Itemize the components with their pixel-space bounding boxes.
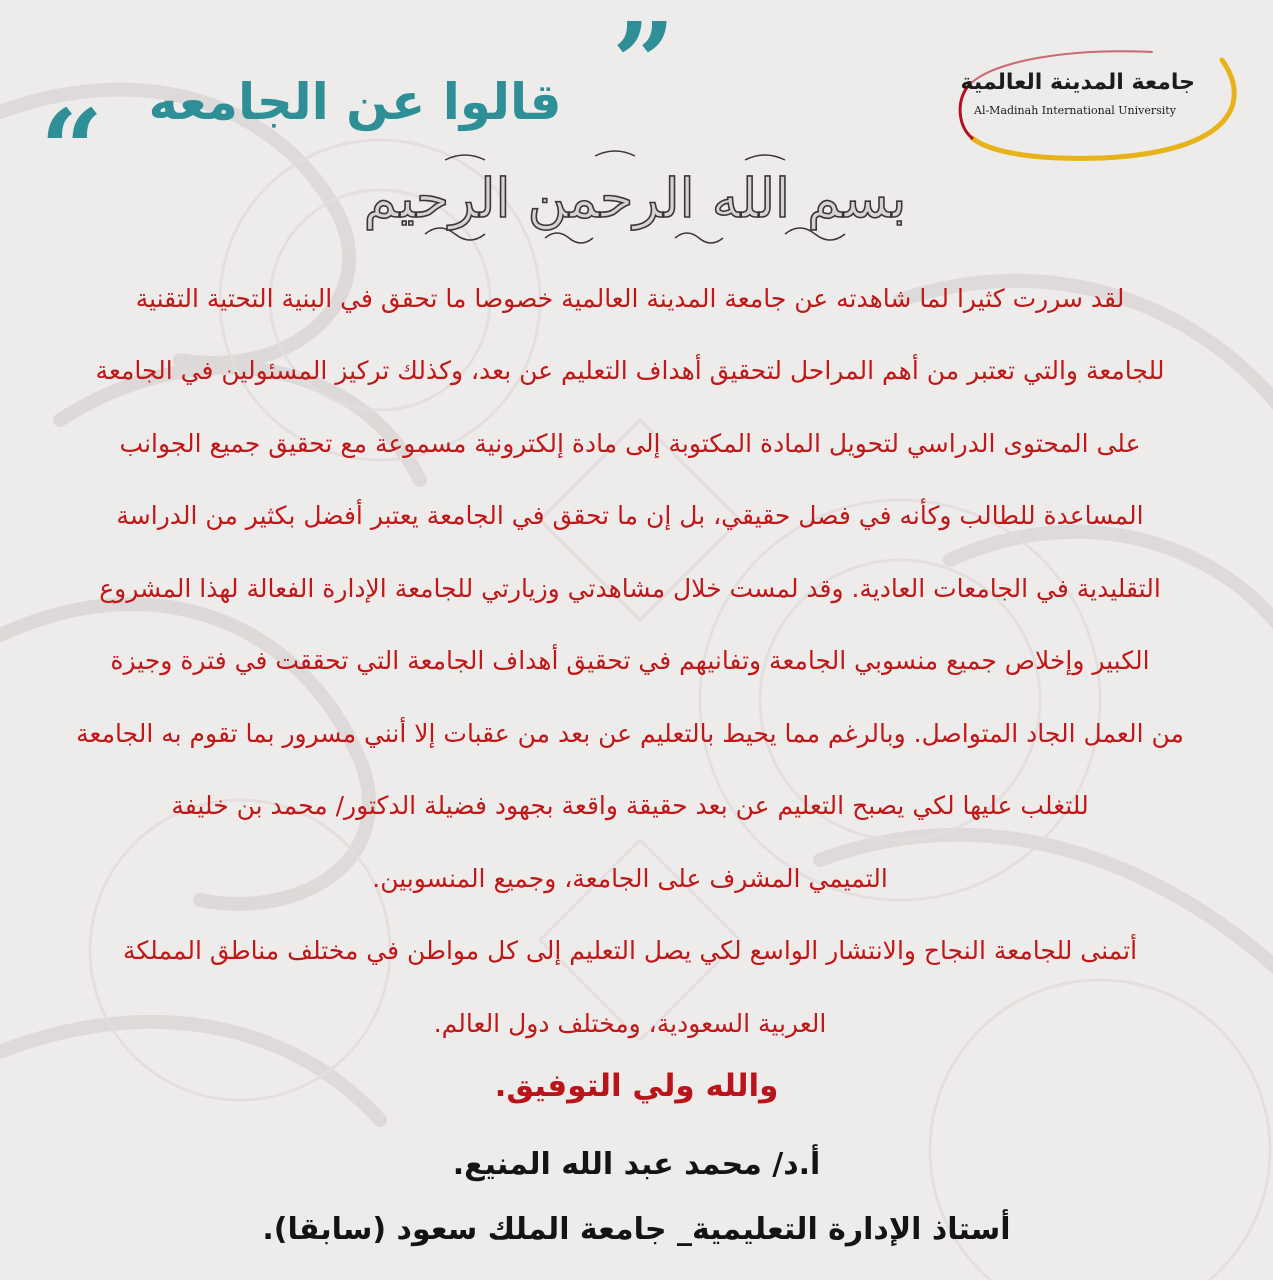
body-line: العربية السعودية، ومختلف دول العالم. [433, 1008, 827, 1038]
body-line: على المحتوى الدراسي لتحويل المادة المكتوبة إلى مادة إلكترونية مسموعة مع تحقيق جميع الجوانب [119, 428, 1141, 458]
page-title-text: قالوا عن الجامعه [148, 73, 562, 131]
closing-phrase: والله ولي التوفيق. [494, 1068, 779, 1104]
basmala-text: بسم الله الرحمن الرحيم [363, 167, 907, 230]
author-signature: أ.د/ محمد عبد الله المنيع. [452, 1147, 821, 1182]
logo-name-arabic: جامعة المدينة العالمية [960, 70, 1195, 95]
body-line: أتمنى للجامعة النجاح والانتشار الواسع لكي يصل التعليم إلى كل مواطن في مختلف مناطق المملكة [122, 936, 1138, 966]
body-line: لقد سررت كثيرا لما شاهدته عن جامعة المدينة العالمية خصوصا ما تحقق في البنية التحتية التقنية [135, 283, 1125, 313]
basmala-calligraphy [363, 146, 907, 251]
body-line: التقليدية في الجامعات العادية. وقد لمست خلال مشاهدتي وزيارتي للجامعة الإدارة الفعالة لهذا المشروع [99, 573, 1161, 603]
body-line: المساعدة للطالب وكأنه في فصل حقيقي، بل إن ما تحقق في الجامعة يعتبر أفضل بكثير من الدراسة [116, 501, 1144, 531]
logo-ring-icon [952, 42, 1237, 162]
body-line: للتغلب عليها لكي يصبح التعليم عن بعد حقيقة واقعة بجهود فضيلة الدكتور/ محمد بن خليفة [171, 791, 1089, 821]
logo-name-english: Al-Madinah International University [974, 104, 1176, 117]
body-line: للجامعة والتي تعتبر من أهم المراحل لتحقيق أهداف التعليم عن بعد، وكذلك تركيز المسئولين في الجامعة [95, 356, 1165, 386]
body-line: الكبير وإخلاص جميع منسوبي الجامعة وتفانيهم في تحقيق أهداف الجامعة التي تحققت في فترة وجيزة [110, 646, 1150, 676]
university-logo [952, 42, 1237, 162]
opening-quote-mark: “ [40, 85, 104, 214]
body-line: من العمل الجاد المتواصل. وبالرغم مما يحيط بالتعليم عن بعد من عقبات إلا أنني مسرور بما تقوم به الجامعة [76, 718, 1184, 748]
closing-quote-mark: ” [612, 0, 676, 127]
testimonial-body [30, 262, 1230, 1060]
author-position: أستاذ الإدارة التعليمية_ جامعة الملك سعود (سابقا). [262, 1212, 1011, 1247]
page-title [95, 62, 615, 142]
body-line: التميمي المشرف على الجامعة، وجميع المنسوبين. [372, 863, 888, 893]
